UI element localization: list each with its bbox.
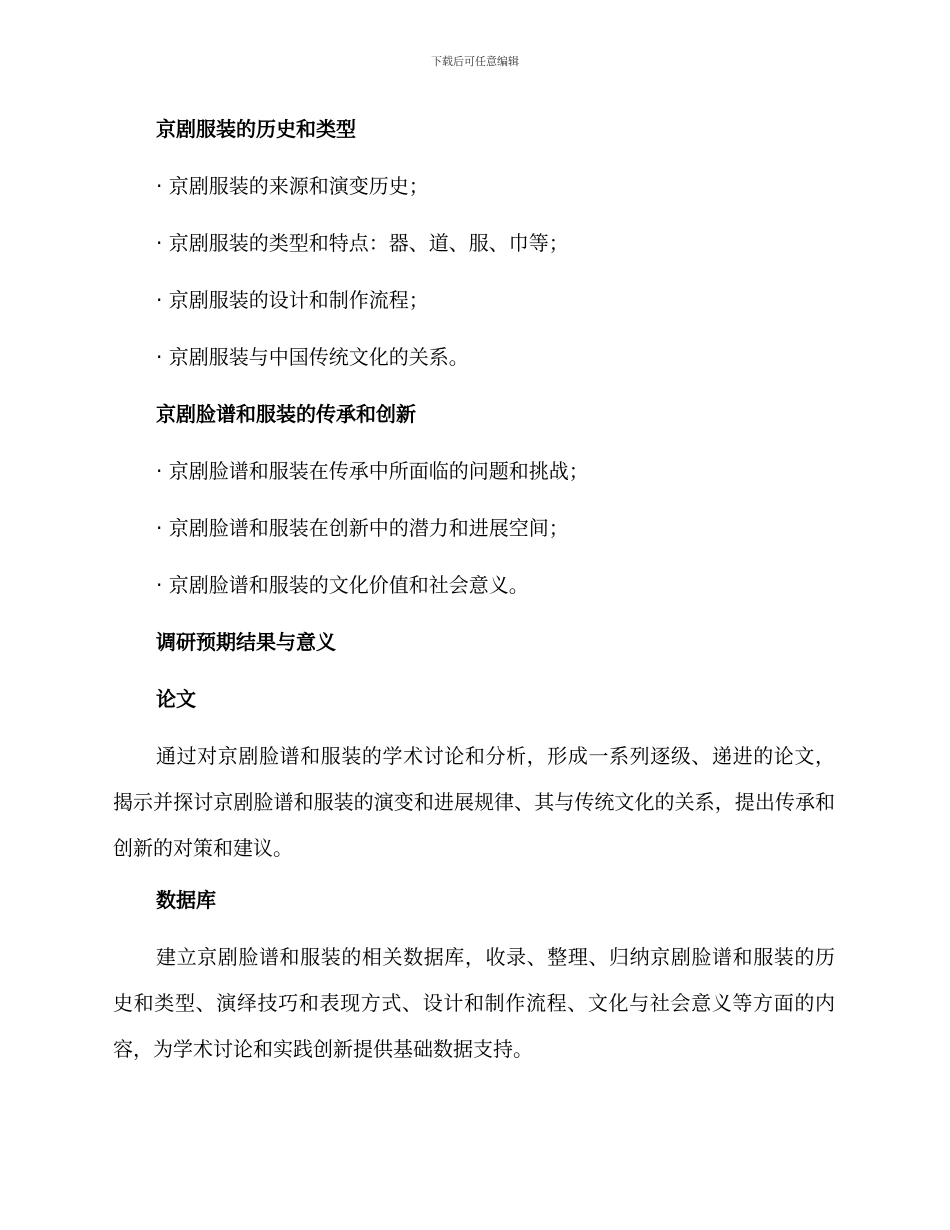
section-heading: 京剧脸谱和服装的传承和创新 [156, 402, 416, 426]
database-paragraph: 建立京剧脸谱和服装的相关数据库，收录、整理、归纳京剧脸谱和服装的历史和类型、演绎技巧和表现方式、设计和制作流程、文化与社会意义等方面的内容，为学术讨论和实践创新提供基础数据支持。 [113, 945, 835, 1061]
bullet-item: · 京剧脸谱和服装在传承中所面临的问题和挑战； [156, 459, 589, 483]
subsection-heading-database: 数据库 [156, 888, 216, 912]
bullet-item: · 京剧脸谱和服装在创新中的潜力和进展空间； [156, 516, 569, 540]
section-expected-results [113, 625, 835, 1072]
bullet-item: · 京剧脸谱和服装的文化价值和社会意义。 [156, 573, 529, 597]
document-body [113, 112, 835, 1084]
section-heading: 京剧服装的历史和类型 [156, 117, 356, 141]
bullet-item: · 京剧服装的来源和演变历史； [156, 174, 429, 198]
bullet-item: · 京剧服装的设计和制作流程； [156, 288, 429, 312]
thesis-paragraph: 通过对京剧脸谱和服装的学术讨论和分析，形成一系列逐级、递进的论文，揭示并探讨京剧脸谱和服装的演变和进展规律、其与传统文化的关系，提出传承和创新的对策和建议。 [113, 744, 835, 860]
section-costume-history [113, 112, 835, 397]
page-header: 下载后可任意编辑 [431, 55, 519, 68]
subsection-heading-thesis: 论文 [156, 687, 196, 711]
bullet-item: · 京剧服装与中国传统文化的关系。 [156, 345, 469, 369]
section-inheritance-innovation [113, 397, 835, 625]
section-heading: 调研预期结果与意义 [156, 630, 336, 654]
bullet-item: · 京剧服装的类型和特点：器、道、服、巾等； [156, 231, 569, 255]
